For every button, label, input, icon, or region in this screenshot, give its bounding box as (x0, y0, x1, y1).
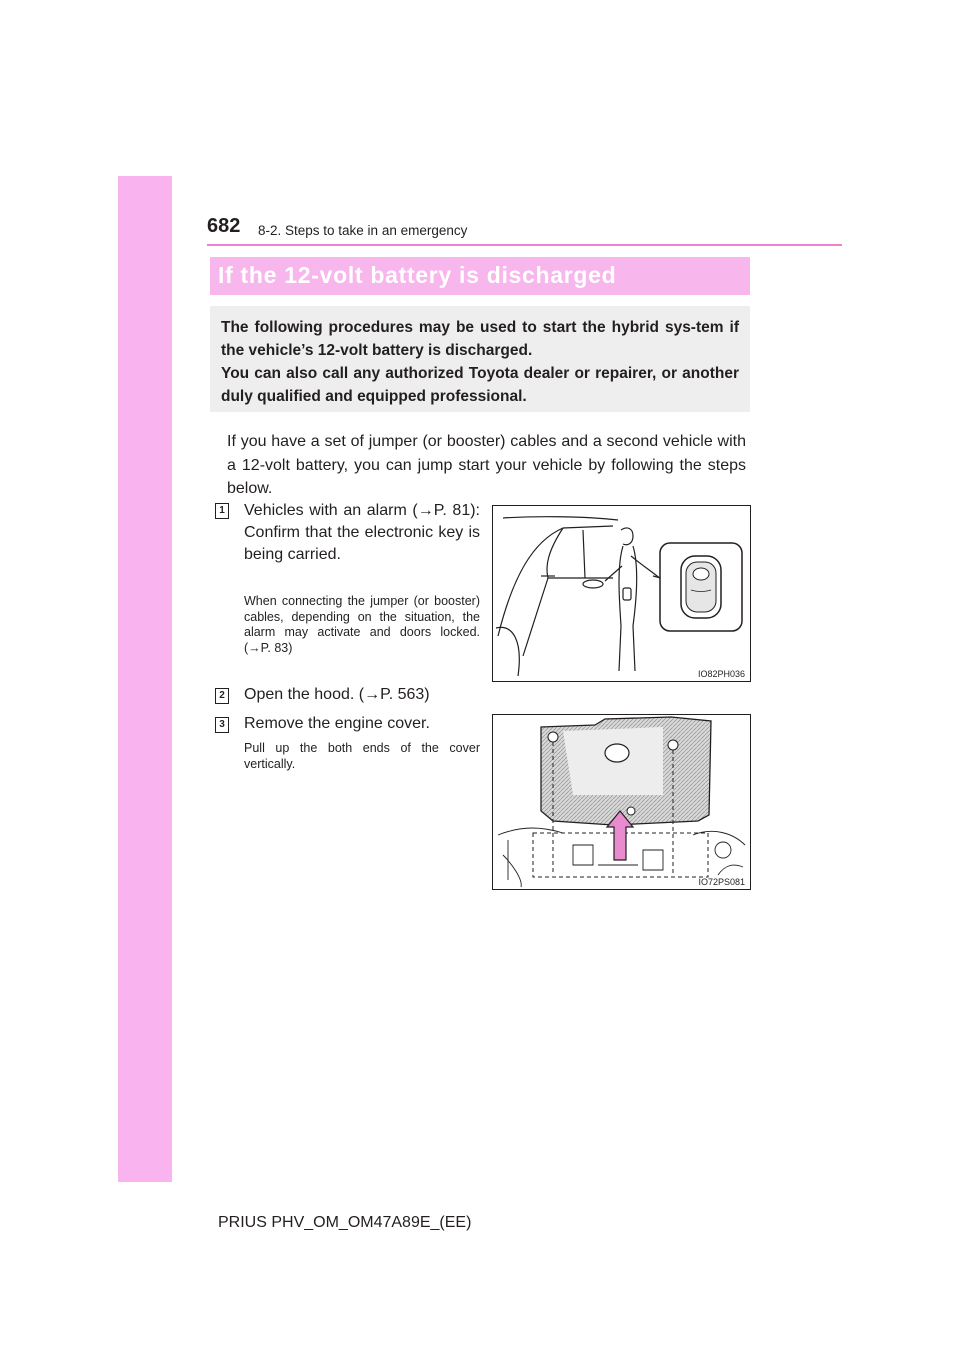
step-3-text: Remove the engine cover. (244, 715, 430, 732)
page-title: If the 12-volt battery is discharged (218, 262, 617, 288)
step-3-note: Pull up the both ends of the cover vertically. (244, 741, 480, 771)
intro-paragraph-2: You can also call any authorized Toyota dealer or repairer, or another duly qualified and equipped professional. (221, 365, 739, 405)
car-door-person-illustration (493, 506, 750, 681)
step-2-number: 2 (215, 688, 229, 704)
figure-engine-cover (492, 714, 751, 890)
engine-cover-illustration (493, 715, 750, 889)
document-footer: PRIUS PHV_OM_OM47A89E_(EE) (218, 1214, 472, 1231)
step-3-number: 3 (215, 717, 229, 733)
electronic-key-icon (681, 556, 721, 618)
step-1-text: Vehicles with an alarm (→P. 81): Confirm that the electronic key is being carried. (244, 502, 480, 563)
lead-paragraph: If you have a set of jumper (or booster) cables and a second vehicle with a 12-volt battery, you can jump start your vehicle by following the steps below. (227, 433, 746, 497)
step-1-number: 1 (215, 503, 229, 519)
step-1-note: When connecting the jumper (or booster) cables, depending on the situation, the alarm may activate and doors locked. (→P. 83) (244, 594, 480, 655)
title-bar (210, 257, 750, 295)
figure-key-carrying (492, 505, 751, 682)
section-heading: 8-2. Steps to take in an emergency (258, 223, 468, 238)
intro-paragraph-1: The following procedures may be used to start the hybrid sys-tem if the vehicle’s 12-volt battery is discharged. (221, 319, 739, 359)
figure-code: IO82PH036 (697, 669, 745, 679)
header-divider (207, 244, 842, 246)
page-number: 682 (207, 215, 241, 237)
step-2-text: Open the hood. (→P. 563) (244, 686, 430, 703)
side-band (118, 176, 172, 1182)
figure-code: IO72PS081 (698, 877, 745, 887)
intro-box (210, 306, 750, 412)
